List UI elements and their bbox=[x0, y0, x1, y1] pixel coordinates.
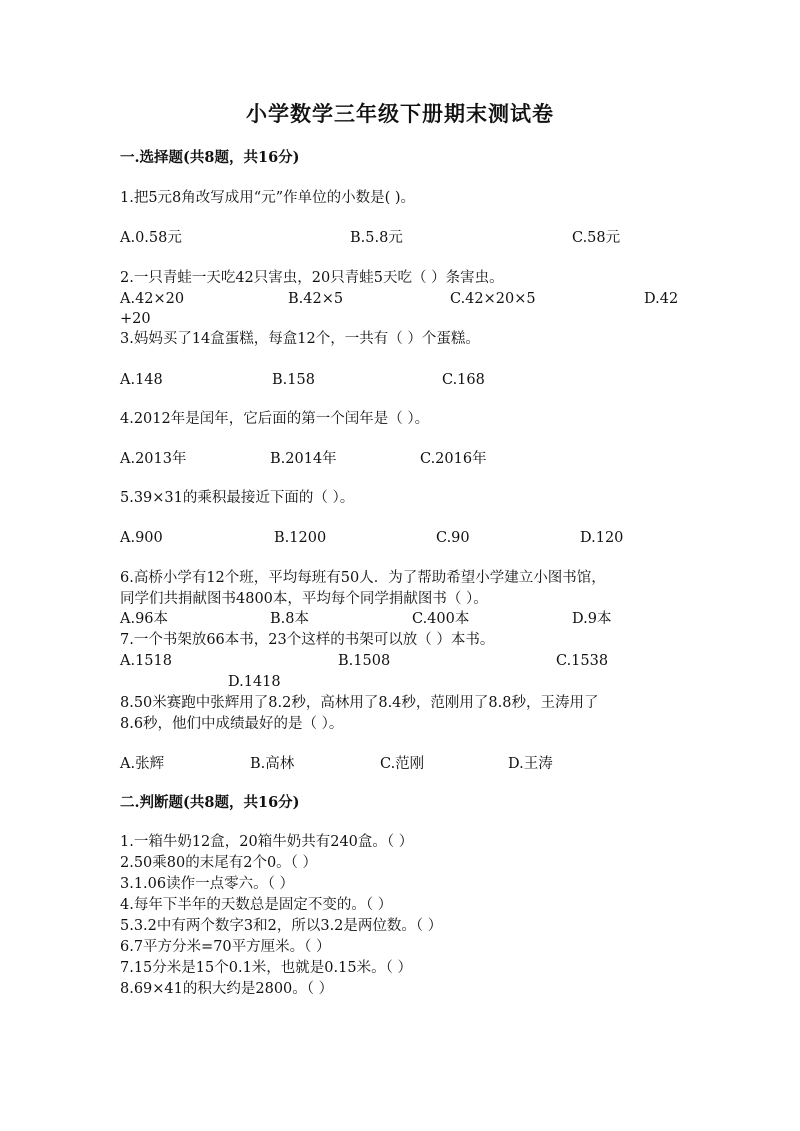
question-4-stem: 4.2012年是闰年，它后面的第一个闰年是（ ）。 bbox=[120, 411, 430, 427]
question-6-option-a: A.96本 bbox=[120, 611, 169, 627]
judgment-item-2: 2.50乘80的末尾有2个0。（ ） bbox=[120, 855, 318, 871]
question-8-stem: 8.50米赛跑中张辉用了8.2秒，高林用了8.4秒，范刚用了8.8秒，王涛用了 bbox=[120, 695, 599, 711]
judgment-item-8: 8.69×41的积大约是2800。（ ） bbox=[120, 981, 334, 997]
question-5-option-d: D.120 bbox=[580, 530, 624, 546]
question-8-option-c: C.范刚 bbox=[380, 756, 425, 772]
judgment-item-7: 7.15分米是15个0.1米，也就是0.15米。（ ） bbox=[120, 960, 412, 976]
question-3-option-a: A.148 bbox=[120, 372, 163, 388]
section-heading-judgment: 二.判断题(共8题，共16分) bbox=[120, 794, 300, 811]
question-1-option-b: B.5.8元 bbox=[350, 230, 403, 246]
question-1-option-c: C.58元 bbox=[572, 230, 621, 246]
question-2-option-c: C.42×20×5 bbox=[450, 291, 536, 307]
page-title: 小学数学三年级下册期末测试卷 bbox=[246, 101, 554, 126]
question-8-option-d: D.王涛 bbox=[508, 756, 553, 772]
question-2-stem: 2.一只青蛙一天吃42只害虫，20只青蛙5天吃（ ）条害虫。 bbox=[120, 270, 504, 286]
question-5-stem: 5.39×31的乘积最接近下面的（ ）。 bbox=[120, 490, 355, 506]
question-4-option-a: A.2013年 bbox=[120, 451, 187, 467]
section-heading-choice: 一.选择题(共8题，共16分) bbox=[120, 149, 300, 166]
judgment-item-6: 6.7平方分米=70平方厘米。（ ） bbox=[120, 939, 331, 955]
question-6-stem: 6.高桥小学有12个班，平均每班有50人．为了帮助希望小学建立小图书馆， bbox=[120, 570, 606, 586]
question-5-option-b: B.1200 bbox=[274, 530, 327, 546]
question-7-stem: 7.一个书架放66本书，23个这样的书架可以放（ ）本书。 bbox=[120, 632, 495, 648]
judgment-item-4: 4.每年下半年的天数总是固定不变的。（ ） bbox=[120, 897, 393, 913]
judgment-item-1: 1.一箱牛奶12盒，20箱牛奶共有240盒。（ ） bbox=[120, 834, 414, 850]
question-1-stem: 1.把5元8角改写成用“元”作单位的小数是( )。 bbox=[120, 190, 416, 206]
judgment-item-3: 3.1.06读作一点零六。（ ） bbox=[120, 876, 294, 892]
question-1-option-a: A.0.58元 bbox=[120, 230, 182, 246]
question-6-option-b: B.8本 bbox=[270, 611, 309, 627]
question-3-stem: 3.妈妈买了14盒蛋糕，每盒12个，一共有（ ）个蛋糕。 bbox=[120, 331, 480, 347]
question-8-option-b: B.高林 bbox=[250, 756, 295, 772]
question-3-option-c: C.168 bbox=[442, 372, 485, 388]
question-6-option-c: C.400本 bbox=[412, 611, 470, 627]
question-5-option-c: C.90 bbox=[436, 530, 470, 546]
question-8-option-a: A.张辉 bbox=[120, 756, 165, 772]
question-7-option-b: B.1508 bbox=[338, 653, 391, 669]
question-2-option-a: A.42×20 bbox=[120, 291, 185, 307]
question-2-option-d: D.42 bbox=[644, 291, 679, 307]
judgment-item-5: 5.3.2中有两个数字3和2，所以3.2是两位数。（ ） bbox=[120, 918, 443, 934]
question-7-option-a: A.1518 bbox=[120, 653, 172, 669]
question-2-option-d-wrap: +20 bbox=[120, 311, 151, 327]
question-4-option-b: B.2014年 bbox=[270, 451, 337, 467]
question-5-option-a: A.900 bbox=[120, 530, 163, 546]
question-7-option-c: C.1538 bbox=[556, 653, 609, 669]
question-2-option-b: B.42×5 bbox=[288, 291, 344, 307]
question-8-stem-line2: 8.6秒，他们中成绩最好的是（ ）。 bbox=[120, 716, 344, 732]
question-7-option-d: D.1418 bbox=[228, 674, 281, 690]
question-4-option-c: C.2016年 bbox=[420, 451, 487, 467]
question-3-option-b: B.158 bbox=[272, 372, 315, 388]
question-6-stem-line2: 同学们共捐献图书4800本，平均每个同学捐献图书（ ）。 bbox=[120, 591, 488, 607]
question-6-option-d: D.9本 bbox=[572, 611, 612, 627]
